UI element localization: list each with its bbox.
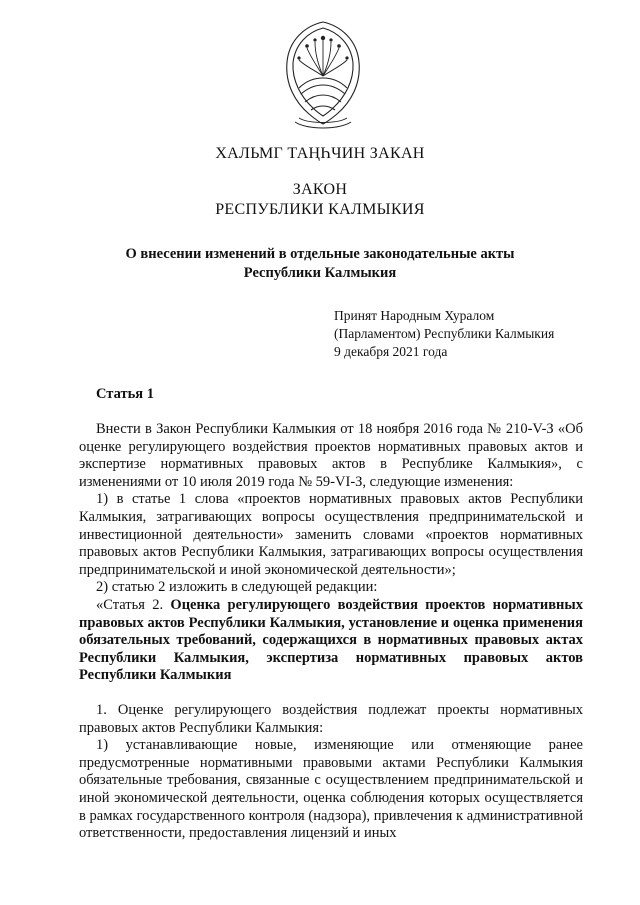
paragraph-clause1-item1: 1) устанавливающие новые, изменяющие или отменяющие ранее предусмотренные нормативными правовыми актами Республики Калмыкия обязательные требования, связанные с осуществлением предпринимательской и иной экономической деятельности, оценка соблюдения которых осуществляется в рамках государственного контроля (надзора), привлечения к административной ответственности, предоставления лицензий и иных <box>79 737 583 842</box>
article2-body <box>79 702 583 843</box>
paragraph-item2: 2) статью 2 изложить в следующей редакции: <box>96 579 378 596</box>
article2-title: Оценка регулирующего воздействия проектов нормативных правовых актов Республики Калмыкия, установление и оценка применения обязательных требований, содержащихся в нормативных правовых актах Республики Калмыкия, экспертиза нормативных правовых актов Республики Калмыкия <box>79 596 583 684</box>
article2-prefix: «Статья 2. <box>96 596 171 613</box>
paragraph-intro: Внести в Закон Республики Калмыкия от 18 ноября 2016 года № 210-V-З «Об оценке регулирующего воздействия проектов нормативных правовых актов и экспертизе нормативных правовых актов в Республике Калмыкия», с изменениями от 10 июля 2019 года № 59-VI-З, следующие изменения: <box>79 421 583 490</box>
adoption-block <box>334 307 554 361</box>
paragraph-clause1: 1. Оценке регулирующего воздействия подлежат проекты нормативных правовых актов Республики Калмыкия: <box>79 702 583 736</box>
law-label: ЗАКОН <box>292 181 348 198</box>
law-subject-line2: Республики Калмыкия <box>243 265 397 281</box>
kalmyk-title: ХАЛЬМГ ТАҢҺЧИН ЗАКАН <box>215 145 425 162</box>
kalmykia-coat-of-arms-icon <box>281 18 365 132</box>
paragraph-article2-heading <box>79 597 583 685</box>
republic-title: РЕСПУБЛИКИ КАЛМЫКИЯ <box>215 201 425 218</box>
paragraph-item1: 1) в статье 1 слова «проектов нормативных правовых актов Республики Калмыкия, затрагивающих вопросы осуществления предпринимательской и инвестиционной деятельности» заменить словами «проектов нормативных правовых актов Республики Калмыкия, затрагивающих вопросы осуществления предпринимательской и иной экономической деятельности»; <box>79 491 583 578</box>
article-title: Статья 1 <box>96 386 154 402</box>
adoption-line1: Принят Народным Хуралом <box>334 308 495 323</box>
adoption-line2: (Парламентом) Республики Калмыкия <box>334 326 555 341</box>
adoption-date: 9 декабря 2021 года <box>334 344 448 359</box>
article-body <box>79 421 583 685</box>
law-subject-line1: О внесении изменений в отдельные законодательные акты <box>125 246 515 262</box>
